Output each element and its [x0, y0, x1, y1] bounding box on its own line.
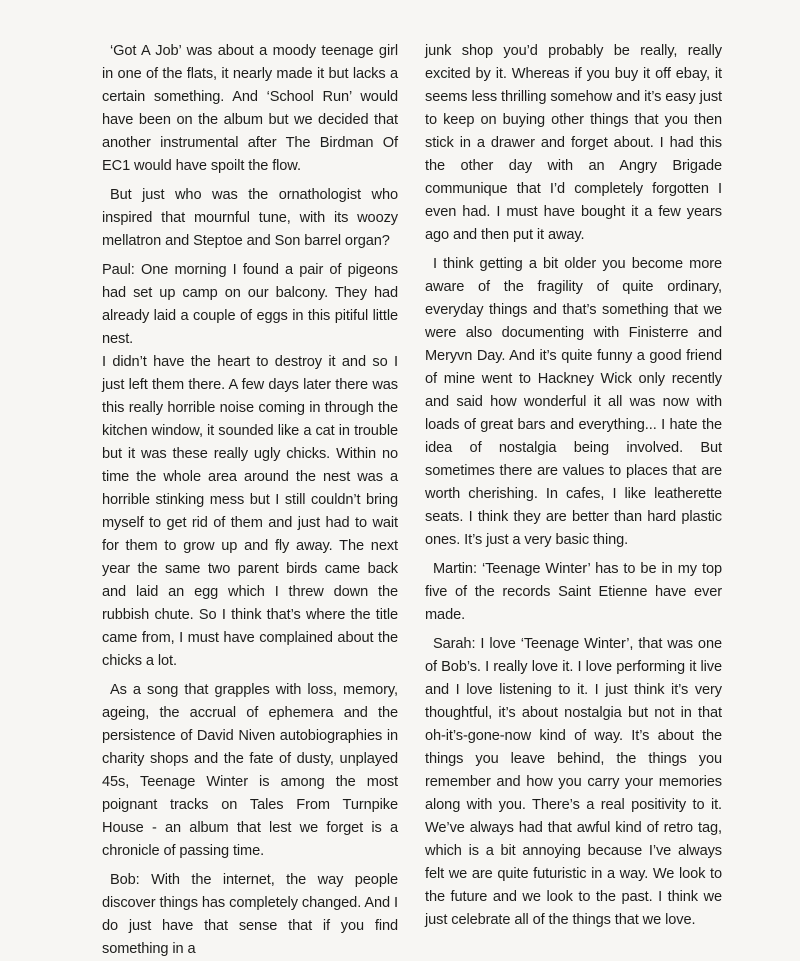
- paragraph-song-description: As a song that grapples with loss, memory, ageing, the accrual of ephemera and the persistence of David Niven autobiographies in charity shops and the fate of dusty, unplayed 45s, Teenage Winter is among the most poignant tracks on Tales From Turnpike House - an album that lest we forget is a chronicle of passing time.: [102, 682, 398, 859]
- paragraph-ornathologist-question: But just who was the ornathologist who inspired that mournful tune, with its woozy mellatron and Steptoe and Son barrel organ?: [102, 187, 398, 249]
- paragraph-fragility: I think getting a bit older you become more aware of the fragility of quite ordinary, everyday things and that’s something that we were also documenting with Finisterre and Meryvn Day. And it’s quite funny a good friend of mine went to Hackney Wick only recently and said how wonderful it all was now with loads of great bars and everything... I hate the idea of nostalgia being involved. But sometimes there are values to places that are worth cherishing. In cafes, I like leatherette seats. I think they are better than hard plastic ones. It’s just a very basic thing.: [425, 256, 722, 548]
- paragraph-got-a-job: ‘Got A Job’ was about a moody teenage girl in one of the flats, it nearly made it but lacks a certain something. And ‘School Run’ would have been on the album but we decided that another instrumental after The Birdman Of EC1 would have spoilt the flow.: [102, 43, 398, 174]
- paragraph-sarah-quote: Sarah: I love ‘Teenage Winter’, that was one of Bob’s. I really love it. I love performing it live and I love listening to it. I just think it’s very thoughtful, it’s about nostalgia but not in that oh-it’s-gone-now kind of way. It’s about the things you leave behind, the things you remember and how you carry your memories along with you. There’s a real positivity to it. We’ve always had that awful kind of retro tag, which is a bit annoying because I’ve always felt we are quite futuristic in a way. We look to the future and we look to the past. I think we just celebrate all of the things that we love.: [425, 636, 722, 928]
- right-text-column: [425, 40, 722, 932]
- paragraph-junk-shop: junk shop you’d probably be really, really excited by it. Whereas if you buy it off ebay, it seems less thrilling somehow and it’s easy just to keep on buying other things that you then stick in a drawer and forget about. I had this the other day with an Angry Brigade communique that I’d completely forgotten I even had. I must have bought it a few years ago and then put it away.: [425, 43, 722, 243]
- paragraph-ugly-chicks: I didn’t have the heart to destroy it and so I just left them there. A few days later there was this really horrible noise coming in through the kitchen window, it sounded like a cat in trouble but it was these really ugly chicks. Within no time the whole area around the nest was a horrible stinking mess but I still couldn’t bring myself to get rid of them and just had to wait for them to grow up and fly away. The next year the same two parent birds came back and laid an egg which I threw down the rubbish chute. So I think that’s where the title came from, I must have complained about the chicks a lot.: [102, 354, 398, 669]
- left-text-column: [102, 40, 398, 961]
- paragraph-martin-quote: Martin: ‘Teenage Winter’ has to be in my top five of the records Saint Etienne have ever made.: [425, 561, 722, 623]
- paragraph-bob-internet: Bob: With the internet, the way people discover things has completely changed. And I do just have that sense that if you find something in a: [102, 872, 398, 957]
- paragraph-paul-pigeons: Paul: One morning I found a pair of pigeons had set up camp on our balcony. They had already laid a couple of eggs in this pitiful little nest.: [102, 262, 398, 347]
